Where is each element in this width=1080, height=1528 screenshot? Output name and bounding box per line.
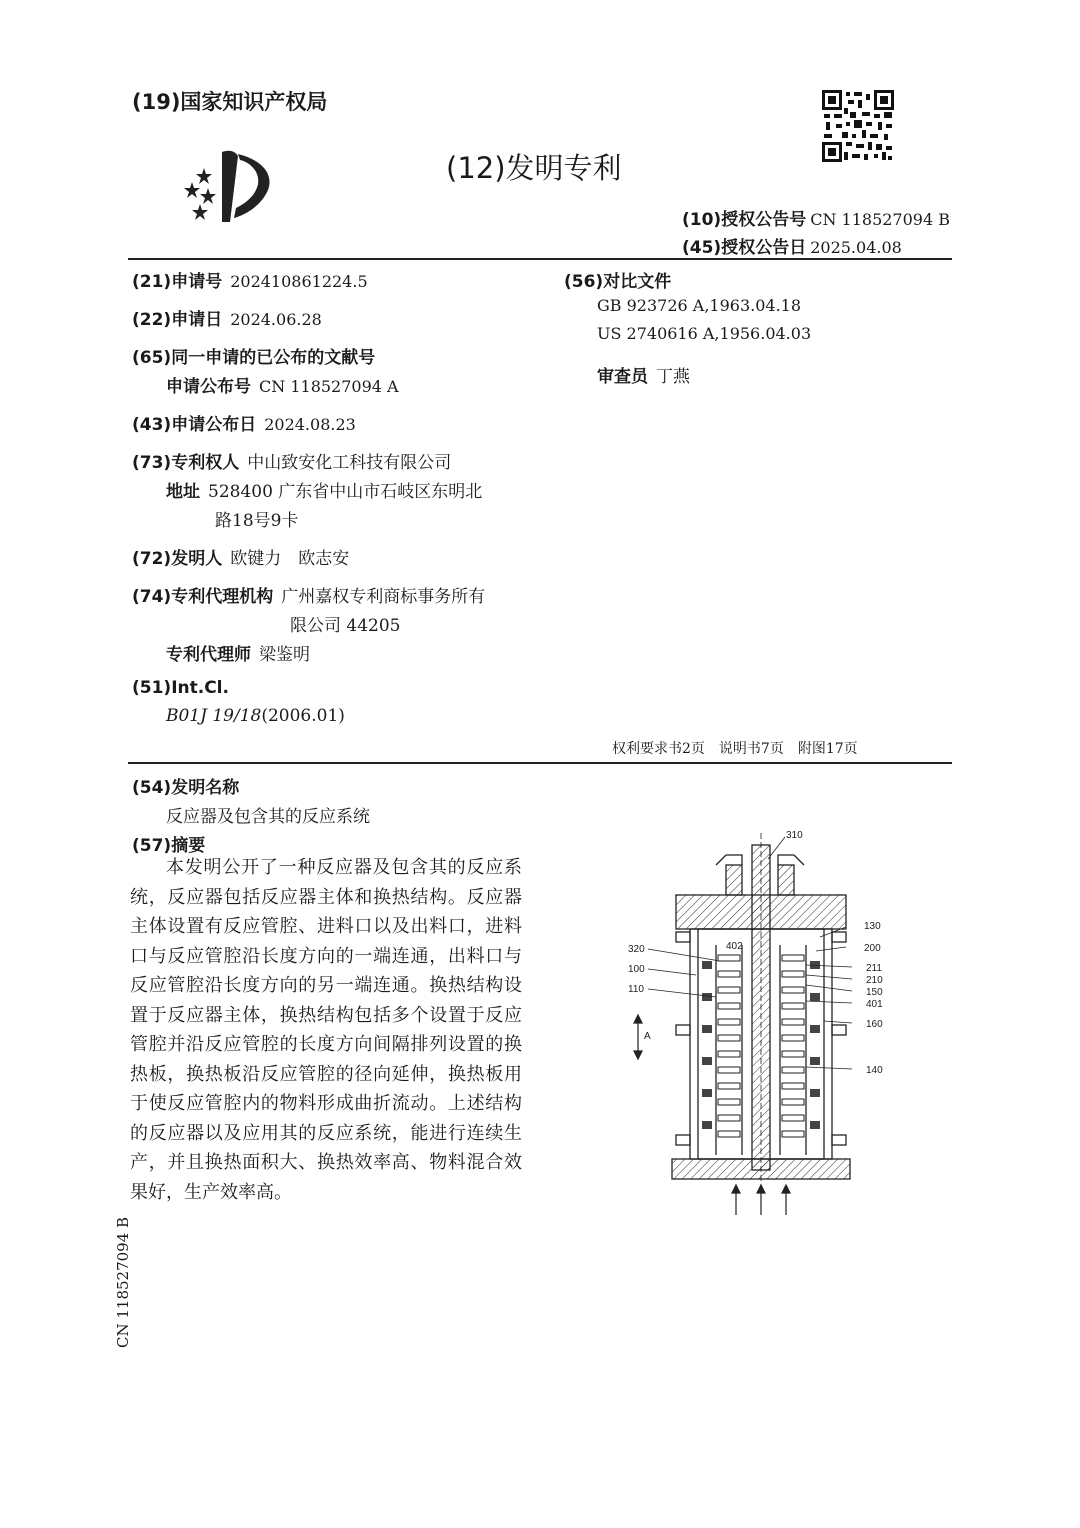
middle-rule xyxy=(128,762,952,764)
inventors: 欧键力 欧志安 xyxy=(230,549,350,569)
agency-label: (74)专利代理机构 xyxy=(132,587,274,607)
label-401: 401 xyxy=(866,999,883,1010)
agency-line2: 限公司 44205 xyxy=(290,616,401,636)
grant-date-label: (45)授权公告日 xyxy=(682,238,807,258)
label-211: 211 xyxy=(866,963,882,974)
reference-2: US 2740616 A,1956.04.03 xyxy=(597,324,812,343)
publication-number: CN 118527094 A xyxy=(259,377,399,396)
label-100: 100 xyxy=(628,964,645,975)
label-200: 200 xyxy=(864,943,881,954)
application-date-label: (22)申请日 xyxy=(132,310,223,330)
label-210: 210 xyxy=(866,975,883,986)
qr-code xyxy=(822,90,894,162)
reference-1: GB 923726 A,1963.04.18 xyxy=(597,296,802,315)
patentee: 中山致安化工科技有限公司 xyxy=(247,453,452,473)
grant-number: CN 118527094 B xyxy=(810,210,950,229)
intcl-code: B01J 19/18 xyxy=(166,706,262,726)
intcl-label: (51)Int.Cl. xyxy=(132,678,229,698)
grant-number-label: (10)授权公告号 xyxy=(682,210,807,230)
publication-number-label: 申请公布号 xyxy=(166,377,251,397)
abstract-text: 本发明公开了一种反应器及包含其的反应系统，反应器包括反应器主体和换热结构。反应器主体设置有反应管腔、进料口以及出料口，进料口与反应管腔沿长度方向的一端连通，出料口与反应管腔沿长度方向的另一端连通。换热结构设置于反应器主体，换热结构包括多个设置于反应管腔并沿反应管腔的长度方向间隔排列设置的换热板，换热板沿反应管腔的径向延伸，换热板用于使反应管腔内的物料形成曲折流动。上述结构的反应器以及应用其的反应系统，能进行连续生产，并且换热面积大、换热效率高、物料混合效果好，生产效率高。 xyxy=(130,857,522,1203)
address-label: 地址 xyxy=(166,482,200,502)
intcl-version: (2006.01) xyxy=(261,706,345,726)
inventor-label: (72)发明人 xyxy=(132,549,223,569)
invention-title: 反应器及包含其的反应系统 xyxy=(166,807,370,827)
publication-date-label: (43)申请公布日 xyxy=(132,415,257,435)
side-publication-number: CN 118527094 B xyxy=(114,1216,132,1348)
label-130: 130 xyxy=(864,921,881,932)
address-line2: 路18号9卡 xyxy=(215,511,299,531)
application-number: 202410861224.5 xyxy=(230,272,368,291)
top-rule xyxy=(128,258,952,260)
office-name: (19)国家知识产权局 xyxy=(132,90,328,114)
label-110: 110 xyxy=(628,984,644,995)
label-160: 160 xyxy=(866,1019,883,1030)
label-140: 140 xyxy=(866,1065,883,1076)
patentee-label: (73)专利权人 xyxy=(132,453,240,473)
label-A: A xyxy=(644,1031,651,1042)
label-320: 320 xyxy=(628,944,645,955)
label-402: 402 xyxy=(726,941,743,952)
application-date: 2024.06.28 xyxy=(230,310,322,329)
cnipa-logo xyxy=(178,148,278,228)
examiner: 丁燕 xyxy=(656,367,690,387)
agency-line1: 广州嘉权专利商标事务所有 xyxy=(281,587,486,607)
address-line1: 528400 广东省中山市石岐区东明北 xyxy=(208,482,483,502)
page-count-info: 权利要求书2页 说明书7页 附图17页 xyxy=(612,741,858,757)
agent-label: 专利代理师 xyxy=(166,645,251,665)
title-label: (54)发明名称 xyxy=(132,778,240,798)
abstract-label: (57)摘要 xyxy=(132,836,206,856)
same-application-label: (65)同一申请的已公布的文献号 xyxy=(132,348,376,368)
grant-date: 2025.04.08 xyxy=(810,238,902,257)
agent: 梁鉴明 xyxy=(259,645,310,665)
reactor-drawing xyxy=(620,825,900,1220)
label-150: 150 xyxy=(866,987,883,998)
publication-date: 2024.08.23 xyxy=(264,415,356,434)
document-type: (12)发明专利 xyxy=(446,151,622,185)
label-310: 310 xyxy=(786,830,803,841)
examiner-label: 审查员 xyxy=(597,367,648,387)
application-number-label: (21)申请号 xyxy=(132,272,223,292)
references-label: (56)对比文件 xyxy=(564,272,672,292)
